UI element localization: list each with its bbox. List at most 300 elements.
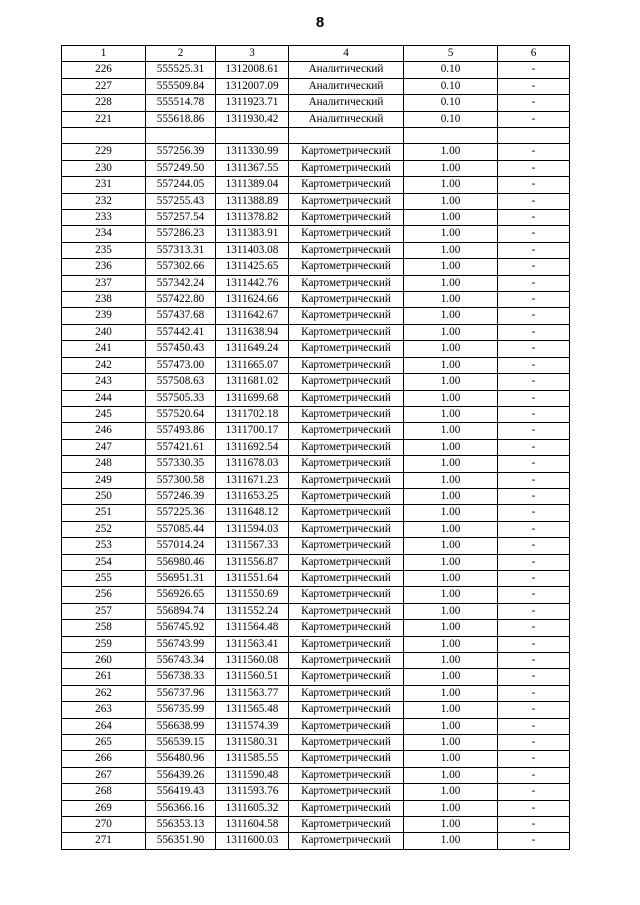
point-number-cell: 257: [62, 603, 146, 619]
accuracy-cell: 1.00: [404, 193, 498, 209]
accuracy-cell: 1.00: [404, 669, 498, 685]
table-row: [62, 718, 570, 734]
note-cell: [498, 128, 570, 144]
y-coordinate-cell: 1311678.03: [216, 456, 289, 472]
note-cell: -: [498, 833, 570, 849]
method-cell: Картометрический: [289, 439, 404, 455]
y-coordinate-cell: 1311330.99: [216, 144, 289, 160]
method-cell: Картометрический: [289, 406, 404, 422]
table-row: [62, 702, 570, 718]
x-coordinate-cell: 556419.43: [146, 784, 216, 800]
y-coordinate-cell: 1311585.55: [216, 751, 289, 767]
point-number-cell: 256: [62, 587, 146, 603]
y-coordinate-cell: 1311590.48: [216, 767, 289, 783]
table-row: [62, 177, 570, 193]
table-row: [62, 78, 570, 94]
x-coordinate-cell: 556745.92: [146, 620, 216, 636]
accuracy-cell: 1.00: [404, 538, 498, 554]
accuracy-cell: 1.00: [404, 735, 498, 751]
y-coordinate-cell: 1311642.67: [216, 308, 289, 324]
x-coordinate-cell: 557450.43: [146, 341, 216, 357]
accuracy-cell: 1.00: [404, 226, 498, 242]
x-coordinate-cell: 556366.16: [146, 800, 216, 816]
note-cell: -: [498, 718, 570, 734]
point-number-cell: 254: [62, 554, 146, 570]
method-cell: Картометрический: [289, 160, 404, 176]
point-number-cell: 260: [62, 653, 146, 669]
y-coordinate-cell: 1311425.65: [216, 259, 289, 275]
accuracy-cell: 0.10: [404, 111, 498, 127]
accuracy-cell: 1.00: [404, 308, 498, 324]
accuracy-cell: 1.00: [404, 341, 498, 357]
point-number-cell: 268: [62, 784, 146, 800]
point-number-cell: 227: [62, 78, 146, 94]
note-cell: -: [498, 521, 570, 537]
point-number-cell: 253: [62, 538, 146, 554]
y-coordinate-cell: 1311671.23: [216, 472, 289, 488]
method-cell: Картометрический: [289, 653, 404, 669]
note-cell: -: [498, 488, 570, 504]
accuracy-cell: 1.00: [404, 833, 498, 849]
method-cell: Картометрический: [289, 570, 404, 586]
point-number-cell: 247: [62, 439, 146, 455]
note-cell: -: [498, 210, 570, 226]
point-number-cell: 228: [62, 95, 146, 111]
note-cell: -: [498, 341, 570, 357]
method-cell: Картометрический: [289, 390, 404, 406]
point-number-cell: 229: [62, 144, 146, 160]
accuracy-cell: 0.10: [404, 62, 498, 78]
accuracy-cell: 0.10: [404, 78, 498, 94]
point-number-cell: 262: [62, 685, 146, 701]
method-cell: Картометрический: [289, 718, 404, 734]
point-number-cell: 234: [62, 226, 146, 242]
table-row: [62, 751, 570, 767]
column-header: 6: [498, 46, 570, 62]
note-cell: -: [498, 308, 570, 324]
table-row: [62, 193, 570, 209]
method-cell: Картометрический: [289, 341, 404, 357]
point-number-cell: 259: [62, 636, 146, 652]
accuracy-cell: 1.00: [404, 177, 498, 193]
accuracy-cell: 1.00: [404, 685, 498, 701]
point-number-cell: 246: [62, 423, 146, 439]
note-cell: -: [498, 144, 570, 160]
table-row: [62, 242, 570, 258]
x-coordinate-cell: 556743.99: [146, 636, 216, 652]
note-cell: -: [498, 275, 570, 291]
note-cell: -: [498, 423, 570, 439]
point-number-cell: 248: [62, 456, 146, 472]
table-row: [62, 636, 570, 652]
accuracy-cell: 1.00: [404, 439, 498, 455]
accuracy-cell: 1.00: [404, 210, 498, 226]
coordinates-table: [61, 45, 570, 850]
x-coordinate-cell: 556539.15: [146, 735, 216, 751]
note-cell: -: [498, 62, 570, 78]
method-cell: Картометрический: [289, 702, 404, 718]
method-cell: Картометрический: [289, 374, 404, 390]
note-cell: -: [498, 292, 570, 308]
accuracy-cell: 1.00: [404, 505, 498, 521]
note-cell: -: [498, 78, 570, 94]
y-coordinate-cell: 1311563.77: [216, 685, 289, 701]
y-coordinate-cell: 1311649.24: [216, 341, 289, 357]
y-coordinate-cell: 1311565.48: [216, 702, 289, 718]
accuracy-cell: 1.00: [404, 636, 498, 652]
x-coordinate-cell: 557256.39: [146, 144, 216, 160]
x-coordinate-cell: 557422.80: [146, 292, 216, 308]
y-coordinate-cell: 1311638.94: [216, 324, 289, 340]
point-number-cell: 241: [62, 341, 146, 357]
x-coordinate-cell: 557244.05: [146, 177, 216, 193]
x-coordinate-cell: 557520.64: [146, 406, 216, 422]
note-cell: -: [498, 357, 570, 373]
accuracy-cell: 1.00: [404, 275, 498, 291]
accuracy-cell: 1.00: [404, 472, 498, 488]
x-coordinate-cell: 557330.35: [146, 456, 216, 472]
y-coordinate-cell: 1311923.71: [216, 95, 289, 111]
note-cell: -: [498, 456, 570, 472]
y-coordinate-cell: 1311580.31: [216, 735, 289, 751]
y-coordinate-cell: 1311383.91: [216, 226, 289, 242]
y-coordinate-cell: 1311552.24: [216, 603, 289, 619]
table-row: [62, 357, 570, 373]
accuracy-cell: 1.00: [404, 817, 498, 833]
table-row: [62, 538, 570, 554]
point-number-cell: 230: [62, 160, 146, 176]
y-coordinate-cell: 1311665.07: [216, 357, 289, 373]
table-row: [62, 735, 570, 751]
y-coordinate-cell: 1311692.54: [216, 439, 289, 455]
x-coordinate-cell: 556743.34: [146, 653, 216, 669]
method-cell: Картометрический: [289, 538, 404, 554]
y-coordinate-cell: 1311378.82: [216, 210, 289, 226]
x-coordinate-cell: 557508.63: [146, 374, 216, 390]
y-coordinate-cell: 1311653.25: [216, 488, 289, 504]
y-coordinate-cell: 1311681.02: [216, 374, 289, 390]
table-row: [62, 456, 570, 472]
point-number-cell: 233: [62, 210, 146, 226]
point-number-cell: 263: [62, 702, 146, 718]
accuracy-cell: 1.00: [404, 784, 498, 800]
table-row: [62, 653, 570, 669]
y-coordinate-cell: 1311563.41: [216, 636, 289, 652]
x-coordinate-cell: 557313.31: [146, 242, 216, 258]
table-row: [62, 324, 570, 340]
table-row: [62, 210, 570, 226]
method-cell: Аналитический: [289, 111, 404, 127]
x-coordinate-cell: 555618.86: [146, 111, 216, 127]
y-coordinate-cell: 1311567.33: [216, 538, 289, 554]
method-cell: Картометрический: [289, 620, 404, 636]
x-coordinate-cell: 556439.26: [146, 767, 216, 783]
y-coordinate-cell: 1311389.04: [216, 177, 289, 193]
accuracy-cell: 1.00: [404, 488, 498, 504]
point-number-cell: 244: [62, 390, 146, 406]
accuracy-cell: 1.00: [404, 357, 498, 373]
x-coordinate-cell: 556738.33: [146, 669, 216, 685]
y-coordinate-cell: 1311699.68: [216, 390, 289, 406]
note-cell: -: [498, 767, 570, 783]
y-coordinate-cell: 1311700.17: [216, 423, 289, 439]
y-coordinate-cell: 1311560.08: [216, 653, 289, 669]
table-row: [62, 439, 570, 455]
accuracy-cell: 1.00: [404, 374, 498, 390]
table-row: [62, 472, 570, 488]
y-coordinate-cell: 1311930.42: [216, 111, 289, 127]
note-cell: -: [498, 702, 570, 718]
accuracy-cell: 1.00: [404, 800, 498, 816]
note-cell: -: [498, 472, 570, 488]
accuracy-cell: 1.00: [404, 259, 498, 275]
x-coordinate-cell: 556638.99: [146, 718, 216, 734]
method-cell: Картометрический: [289, 144, 404, 160]
table-row: [62, 817, 570, 833]
y-coordinate-cell: 1311442.76: [216, 275, 289, 291]
y-coordinate-cell: 1311367.55: [216, 160, 289, 176]
x-coordinate-cell: 557302.66: [146, 259, 216, 275]
table-row: [62, 784, 570, 800]
y-coordinate-cell: 1311403.08: [216, 242, 289, 258]
point-number-cell: 240: [62, 324, 146, 340]
method-cell: Картометрический: [289, 603, 404, 619]
accuracy-cell: 1.00: [404, 767, 498, 783]
method-cell: Картометрический: [289, 275, 404, 291]
table-row: [62, 128, 570, 144]
x-coordinate-cell: 557473.00: [146, 357, 216, 373]
note-cell: -: [498, 160, 570, 176]
table-row: [62, 144, 570, 160]
method-cell: Картометрический: [289, 521, 404, 537]
x-coordinate-cell: [146, 128, 216, 144]
accuracy-cell: 1.00: [404, 702, 498, 718]
x-coordinate-cell: 557014.24: [146, 538, 216, 554]
x-coordinate-cell: 557225.36: [146, 505, 216, 521]
y-coordinate-cell: 1311604.58: [216, 817, 289, 833]
method-cell: Картометрический: [289, 242, 404, 258]
note-cell: -: [498, 111, 570, 127]
table-row: [62, 587, 570, 603]
note-cell: -: [498, 603, 570, 619]
column-header: 2: [146, 46, 216, 62]
note-cell: -: [498, 177, 570, 193]
method-cell: Картометрический: [289, 308, 404, 324]
x-coordinate-cell: 557437.68: [146, 308, 216, 324]
table-body: [62, 62, 570, 849]
note-cell: -: [498, 259, 570, 275]
y-coordinate-cell: 1311388.89: [216, 193, 289, 209]
method-cell: Картометрический: [289, 784, 404, 800]
x-coordinate-cell: 556480.96: [146, 751, 216, 767]
y-coordinate-cell: 1312008.61: [216, 62, 289, 78]
method-cell: Картометрический: [289, 259, 404, 275]
point-number-cell: 261: [62, 669, 146, 685]
x-coordinate-cell: 557342.24: [146, 275, 216, 291]
table-row: [62, 160, 570, 176]
column-header: 1: [62, 46, 146, 62]
accuracy-cell: 1.00: [404, 456, 498, 472]
method-cell: Картометрический: [289, 685, 404, 701]
table-row: [62, 800, 570, 816]
point-number-cell: 249: [62, 472, 146, 488]
y-coordinate-cell: 1311550.69: [216, 587, 289, 603]
method-cell: Картометрический: [289, 505, 404, 521]
table-row: [62, 620, 570, 636]
x-coordinate-cell: 557255.43: [146, 193, 216, 209]
note-cell: -: [498, 653, 570, 669]
x-coordinate-cell: 556351.90: [146, 833, 216, 849]
column-header: 5: [404, 46, 498, 62]
accuracy-cell: 1.00: [404, 554, 498, 570]
page-number: 8: [315, 14, 325, 31]
table-row: [62, 292, 570, 308]
x-coordinate-cell: 556980.46: [146, 554, 216, 570]
method-cell: [289, 128, 404, 144]
y-coordinate-cell: 1311560.51: [216, 669, 289, 685]
method-cell: Картометрический: [289, 193, 404, 209]
x-coordinate-cell: 557257.54: [146, 210, 216, 226]
note-cell: -: [498, 374, 570, 390]
point-number-cell: 264: [62, 718, 146, 734]
x-coordinate-cell: 557421.61: [146, 439, 216, 455]
accuracy-cell: 1.00: [404, 587, 498, 603]
table-row: [62, 488, 570, 504]
method-cell: Картометрический: [289, 292, 404, 308]
x-coordinate-cell: 556951.31: [146, 570, 216, 586]
note-cell: -: [498, 226, 570, 242]
note-cell: -: [498, 800, 570, 816]
point-number-cell: [62, 128, 146, 144]
table-row: [62, 505, 570, 521]
y-coordinate-cell: [216, 128, 289, 144]
point-number-cell: 265: [62, 735, 146, 751]
note-cell: -: [498, 751, 570, 767]
method-cell: Картометрический: [289, 357, 404, 373]
point-number-cell: 266: [62, 751, 146, 767]
accuracy-cell: 1.00: [404, 718, 498, 734]
table-row: [62, 62, 570, 78]
accuracy-cell: 1.00: [404, 406, 498, 422]
accuracy-cell: 1.00: [404, 653, 498, 669]
note-cell: -: [498, 538, 570, 554]
note-cell: -: [498, 817, 570, 833]
x-coordinate-cell: 557493.86: [146, 423, 216, 439]
table-row: [62, 275, 570, 291]
x-coordinate-cell: 556737.96: [146, 685, 216, 701]
table-row: [62, 767, 570, 783]
table-row: [62, 390, 570, 406]
table-row: [62, 259, 570, 275]
point-number-cell: 239: [62, 308, 146, 324]
x-coordinate-cell: 557249.50: [146, 160, 216, 176]
table-row: [62, 669, 570, 685]
x-coordinate-cell: 557300.58: [146, 472, 216, 488]
table-row: [62, 603, 570, 619]
method-cell: Картометрический: [289, 800, 404, 816]
y-coordinate-cell: 1311600.03: [216, 833, 289, 849]
table-row: [62, 95, 570, 111]
x-coordinate-cell: 557505.33: [146, 390, 216, 406]
y-coordinate-cell: 1311593.76: [216, 784, 289, 800]
note-cell: -: [498, 95, 570, 111]
point-number-cell: 270: [62, 817, 146, 833]
table-row: [62, 685, 570, 701]
table-row: [62, 226, 570, 242]
method-cell: Аналитический: [289, 62, 404, 78]
method-cell: Картометрический: [289, 669, 404, 685]
table-row: [62, 341, 570, 357]
accuracy-cell: [404, 128, 498, 144]
note-cell: -: [498, 620, 570, 636]
note-cell: -: [498, 505, 570, 521]
x-coordinate-cell: 557246.39: [146, 488, 216, 504]
method-cell: Картометрический: [289, 210, 404, 226]
point-number-cell: 237: [62, 275, 146, 291]
point-number-cell: 243: [62, 374, 146, 390]
accuracy-cell: 1.00: [404, 324, 498, 340]
x-coordinate-cell: 556735.99: [146, 702, 216, 718]
accuracy-cell: 1.00: [404, 292, 498, 308]
table-row: [62, 111, 570, 127]
y-coordinate-cell: 1312007.09: [216, 78, 289, 94]
note-cell: -: [498, 669, 570, 685]
note-cell: -: [498, 685, 570, 701]
note-cell: -: [498, 242, 570, 258]
x-coordinate-cell: 556353.13: [146, 817, 216, 833]
accuracy-cell: 1.00: [404, 423, 498, 439]
table-row: [62, 308, 570, 324]
table-row: [62, 521, 570, 537]
x-coordinate-cell: 557085.44: [146, 521, 216, 537]
point-number-cell: 267: [62, 767, 146, 783]
point-number-cell: 258: [62, 620, 146, 636]
y-coordinate-cell: 1311564.48: [216, 620, 289, 636]
x-coordinate-cell: 555514.78: [146, 95, 216, 111]
y-coordinate-cell: 1311574.39: [216, 718, 289, 734]
x-coordinate-cell: 555509.84: [146, 78, 216, 94]
table-row: [62, 833, 570, 849]
y-coordinate-cell: 1311648.12: [216, 505, 289, 521]
y-coordinate-cell: 1311702.18: [216, 406, 289, 422]
accuracy-cell: 1.00: [404, 242, 498, 258]
table-row: [62, 406, 570, 422]
point-number-cell: 269: [62, 800, 146, 816]
point-number-cell: 221: [62, 111, 146, 127]
note-cell: -: [498, 570, 570, 586]
point-number-cell: 242: [62, 357, 146, 373]
table-row: [62, 374, 570, 390]
method-cell: Картометрический: [289, 767, 404, 783]
method-cell: Картометрический: [289, 751, 404, 767]
column-header: 3: [216, 46, 289, 62]
table-header-row: [62, 46, 570, 62]
table-row: [62, 570, 570, 586]
table-row: [62, 554, 570, 570]
accuracy-cell: 0.10: [404, 95, 498, 111]
point-number-cell: 236: [62, 259, 146, 275]
note-cell: -: [498, 390, 570, 406]
note-cell: -: [498, 784, 570, 800]
y-coordinate-cell: 1311605.32: [216, 800, 289, 816]
x-coordinate-cell: 555525.31: [146, 62, 216, 78]
point-number-cell: 232: [62, 193, 146, 209]
note-cell: -: [498, 324, 570, 340]
method-cell: Картометрический: [289, 817, 404, 833]
point-number-cell: 255: [62, 570, 146, 586]
accuracy-cell: 1.00: [404, 570, 498, 586]
method-cell: Картометрический: [289, 488, 404, 504]
